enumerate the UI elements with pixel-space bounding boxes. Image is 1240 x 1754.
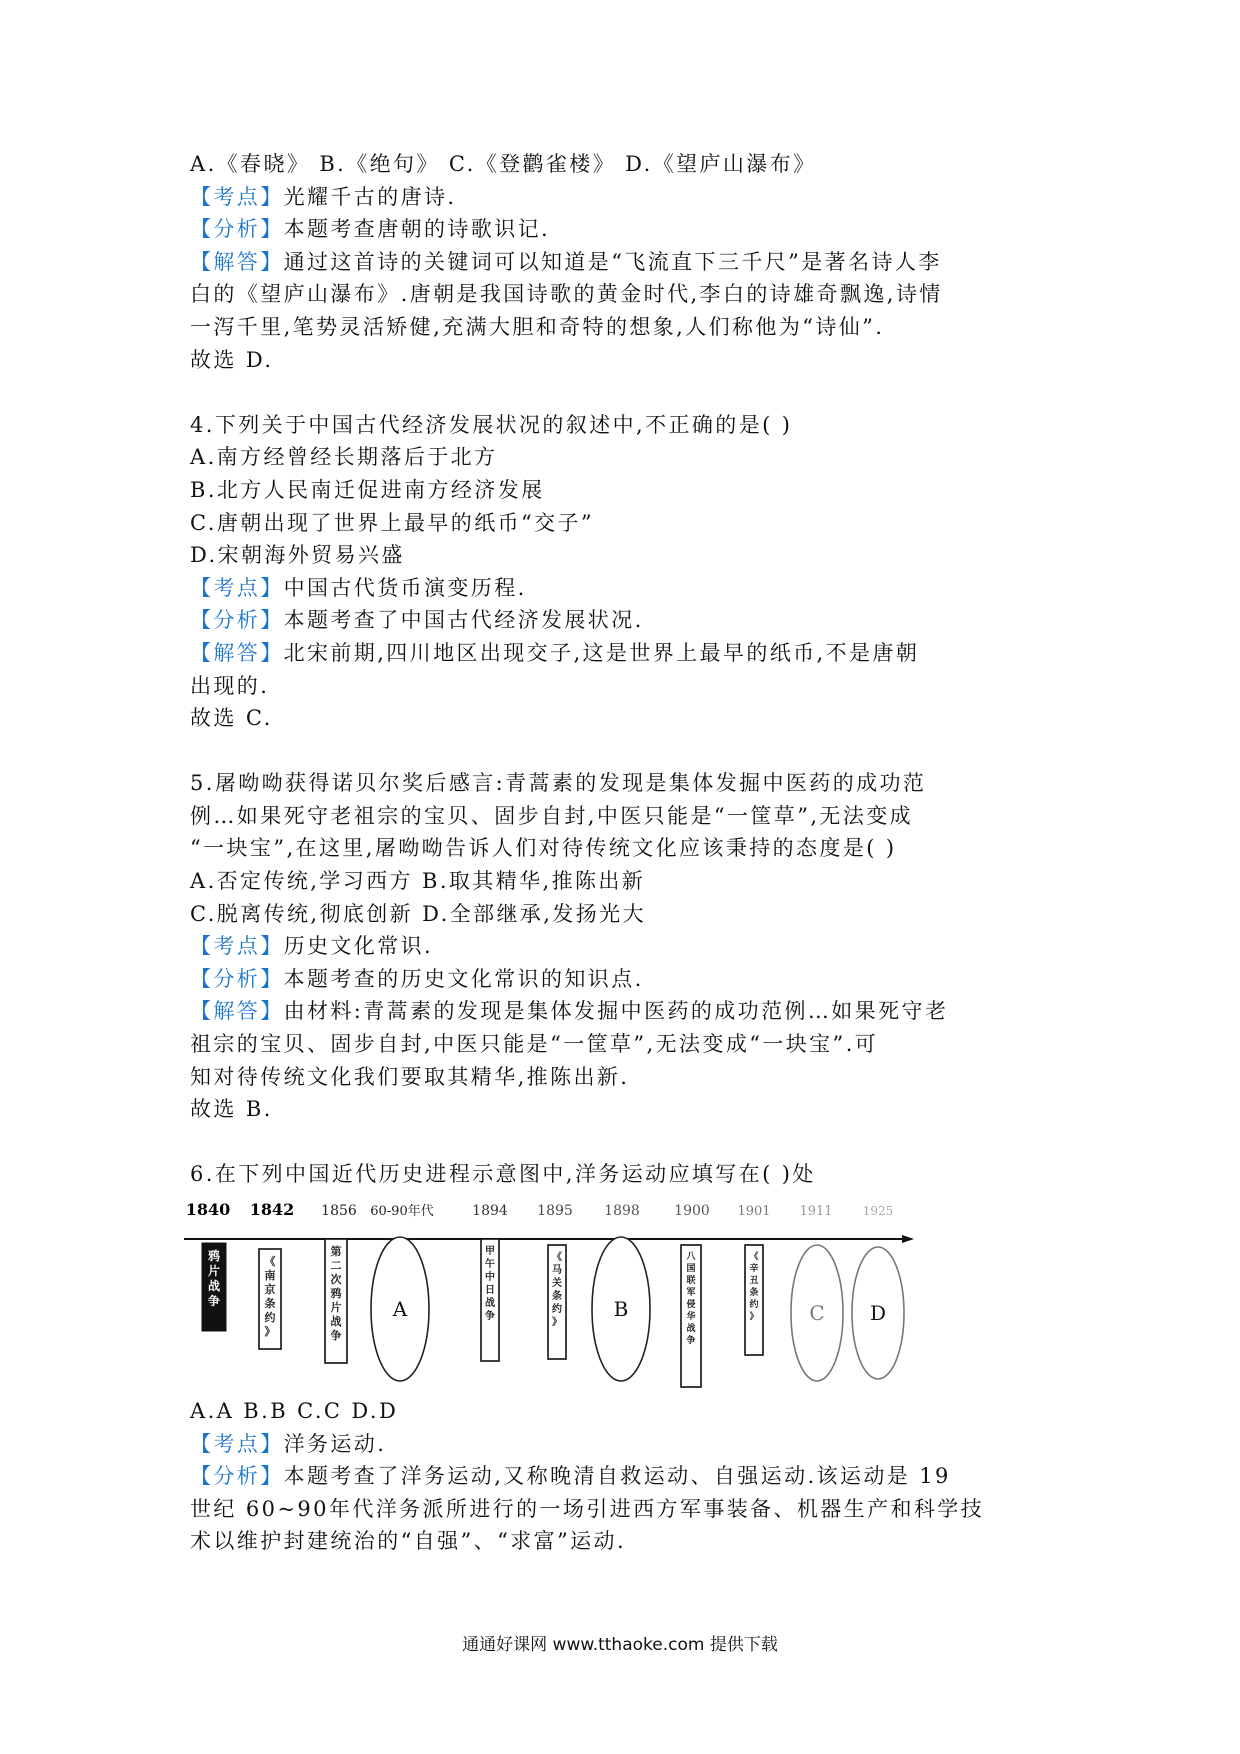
event-box-char: 条 <box>264 1296 276 1310</box>
q5-kaodian <box>190 930 1070 963</box>
q5-stem-line-2: 例…如果死守老祖宗的宝贝、固步自封,中医只能是“一筐草”,无法变成 <box>190 803 914 828</box>
event-box-char: 约 <box>264 1310 276 1324</box>
jieda-tag: 【解答】 <box>190 249 284 274</box>
event-box-char: 》 <box>749 1312 759 1323</box>
event-box-char: 第 <box>330 1244 342 1258</box>
event-box-char: 战 <box>686 1324 696 1335</box>
jieda-tag: 【解答】 <box>190 640 284 665</box>
q5-stem-line-3: “一块宝”,在这里,屠呦呦告诉人们对待传统文化应该秉持的态度是( ) <box>190 836 897 861</box>
timeline-year-label: 1840 <box>185 1200 231 1219</box>
timeline-year-label: 1898 <box>604 1203 640 1219</box>
oval-label: B <box>613 1297 629 1321</box>
fenxi-text: 本题考查了洋务运动,又称晚清自救运动、自强运动.该运动是 19 <box>283 1464 951 1489</box>
kaodian-text: 光耀千古的唐诗. <box>283 184 457 209</box>
history-timeline-diagram <box>184 1193 924 1389</box>
jieda-text: 由材料:青蒿素的发现是集体发掘中医药的成功范例…如果死守老 <box>283 999 949 1024</box>
event-box-char: 《 <box>552 1252 562 1264</box>
q3-answer: 故选 D. <box>190 347 274 372</box>
timeline-event-box <box>325 1239 347 1363</box>
fenxi-tag: 【分析】 <box>190 608 284 633</box>
event-box-char: 马 <box>552 1265 562 1277</box>
q3-options: A.《春晓》 B.《绝句》 C.《登鹳雀楼》 D.《望庐山瀑布》 <box>190 152 817 176</box>
q3-jieda-line-2: 白的《望庐山瀑布》.唐朝是我国诗歌的黄金时代,李白的诗雄奇飘逸,诗情 <box>190 282 943 307</box>
q3-jieda-line-3: 一泻千里,笔势灵活矫健,充满大胆和奇特的想象,人们称他为“诗仙”. <box>190 314 885 339</box>
q4-option-b: B.北方人民南迁促进南方经济发展 <box>190 477 545 502</box>
q5-options-ab: A.否定传统,学习西方 B.取其精华,推陈出新 <box>190 869 646 894</box>
document-body <box>185 148 1070 1558</box>
q4-option-d: D.宋朝海外贸易兴盛 <box>190 543 405 568</box>
timeline-event-box <box>481 1239 499 1361</box>
event-box-char: 南 <box>264 1268 276 1282</box>
event-box-char: 辛 <box>749 1264 759 1275</box>
timeline-event-box <box>259 1249 281 1349</box>
event-box-char: 午 <box>485 1259 495 1271</box>
event-box-char: 战 <box>207 1278 221 1293</box>
q4-option-a: A.南方经曾经长期落后于北方 <box>190 445 498 470</box>
event-box-char: 片 <box>207 1263 221 1278</box>
timeline-year-label: 1911 <box>799 1204 833 1219</box>
event-box-char: 争 <box>207 1293 221 1308</box>
q3-fenxi <box>190 213 1070 246</box>
event-box-char: 军 <box>686 1288 696 1299</box>
timeline-event-box <box>548 1245 566 1359</box>
event-box-char: 争 <box>686 1336 696 1347</box>
q5-jieda-line-2: 祖宗的宝贝、固步自封,中医只能是“一筐草”,无法变成“一块宝”.可 <box>190 1032 879 1057</box>
fenxi-tag: 【分析】 <box>190 1464 284 1489</box>
jieda-text: 北宋前期,四川地区出现交子,这是世界上最早的纸币,不是唐朝 <box>283 640 920 665</box>
q4-jieda <box>190 637 1070 670</box>
jieda-text: 通过这首诗的关键词可以知道是“飞流直下三千尺”是著名诗人李 <box>283 249 942 274</box>
event-box-char: 条 <box>552 1291 562 1303</box>
event-box-char: 约 <box>749 1300 759 1311</box>
event-box-char: 中 <box>485 1272 495 1284</box>
timeline-year-label: 1856 <box>321 1203 357 1219</box>
event-box-char: 二 <box>330 1258 342 1272</box>
event-box-char: 次 <box>330 1272 342 1286</box>
kaodian-text: 洋务运动. <box>283 1431 387 1456</box>
page-footer: 通通好课网 www.tthaoke.com 提供下载 <box>462 1635 778 1655</box>
event-box-char: 关 <box>552 1278 562 1290</box>
event-box-char: 《 <box>749 1252 759 1263</box>
event-box-char: 京 <box>264 1282 276 1296</box>
q6-fenxi-line-3: 术以维护封建统治的“自强”、“求富”运动. <box>190 1529 627 1554</box>
fenxi-text: 本题考查的历史文化常识的知识点. <box>283 966 644 991</box>
timeline-oval-b <box>592 1237 650 1381</box>
event-box-char: 约 <box>552 1304 562 1316</box>
timeline-year-label: 1900 <box>674 1203 710 1219</box>
event-box-char: 争 <box>485 1311 495 1323</box>
kaodian-text: 历史文化常识. <box>283 934 434 959</box>
q4-jieda-line-2: 出现的. <box>190 673 270 698</box>
fenxi-text: 本题考查唐朝的诗歌识记. <box>283 217 551 242</box>
kaodian-tag: 【考点】 <box>190 184 284 209</box>
event-box-char: 争 <box>330 1328 342 1342</box>
timeline-year-label: 1842 <box>249 1200 295 1219</box>
q4-fenxi <box>190 604 1070 637</box>
fenxi-tag: 【分析】 <box>190 966 284 991</box>
event-box-char: 日 <box>485 1285 495 1297</box>
timeline-year-label: 1895 <box>537 1203 573 1219</box>
event-box-char: 》 <box>552 1317 562 1329</box>
event-box-char: 鸦 <box>330 1286 342 1300</box>
event-box-char: 《 <box>264 1254 276 1268</box>
q5-options-cd: C.脱离传统,彻底创新 D.全部继承,发扬光大 <box>190 901 646 926</box>
timeline-year-label: 1901 <box>737 1204 771 1219</box>
event-box-char: 鸦 <box>207 1248 221 1263</box>
q6-fenxi <box>190 1460 1070 1493</box>
oval-label: A <box>392 1297 408 1321</box>
event-box-char: 》 <box>264 1324 276 1338</box>
q4-stem: 4.下列关于中国古代经济发展状况的叙述中,不正确的是( ) <box>190 412 793 437</box>
event-box-char: 甲 <box>485 1246 495 1258</box>
q6-stem: 6.在下列中国近代历史进程示意图中,洋务运动应填写在( )处 <box>190 1162 816 1187</box>
timeline-svg <box>184 1193 924 1389</box>
timeline-year-label: 60-90年代 <box>370 1204 434 1219</box>
q5-jieda-line-3: 知对待传统文化我们要取其精华,推陈出新. <box>190 1064 630 1089</box>
event-box-char: 片 <box>330 1300 342 1314</box>
fenxi-text: 本题考查了中国古代经济发展状况. <box>283 608 644 633</box>
event-box-char: 八 <box>686 1252 696 1263</box>
timeline-oval-a <box>371 1237 429 1381</box>
oval-label: C <box>809 1301 825 1325</box>
timeline-event-box <box>745 1245 763 1355</box>
q5-jieda <box>190 995 1070 1028</box>
event-box-char: 国 <box>686 1264 696 1275</box>
event-box-char: 华 <box>686 1312 696 1323</box>
q4-kaodian <box>190 572 1070 605</box>
q5-answer: 故选 B. <box>190 1097 273 1122</box>
timeline-oval-d <box>852 1247 904 1379</box>
kaodian-tag: 【考点】 <box>190 934 284 959</box>
jieda-tag: 【解答】 <box>190 999 284 1024</box>
q5-fenxi <box>190 963 1070 996</box>
kaodian-text: 中国古代货币演变历程. <box>283 575 527 600</box>
event-box-char: 战 <box>330 1314 342 1328</box>
kaodian-tag: 【考点】 <box>190 1431 284 1456</box>
q6-fenxi-line-2: 世纪 60~90年代洋务派所进行的一场引进西方军事装备、机器生产和科学技 <box>190 1496 985 1521</box>
fenxi-tag: 【分析】 <box>190 217 284 242</box>
q3-kaodian <box>190 181 1070 214</box>
q4-answer: 故选 C. <box>190 706 273 731</box>
q6-kaodian <box>190 1428 1070 1461</box>
q3-jieda <box>190 246 1070 279</box>
event-box-char: 丑 <box>749 1276 759 1287</box>
timeline-arrow-icon <box>902 1235 914 1243</box>
kaodian-tag: 【考点】 <box>190 575 284 600</box>
timeline-year-label: 1894 <box>472 1203 508 1219</box>
event-box-char: 侵 <box>686 1300 696 1311</box>
oval-label: D <box>869 1301 887 1325</box>
q4-option-c: C.唐朝出现了世界上最早的纸币“交子” <box>190 510 595 535</box>
event-box-char: 条 <box>749 1288 759 1299</box>
timeline-oval-c <box>791 1245 843 1381</box>
q6-options: A.A B.B C.C D.D <box>190 1399 399 1423</box>
timeline-year-label: 1925 <box>862 1204 894 1218</box>
q5-stem-line-1: 5.屠呦呦获得诺贝尔奖后感言:青蒿素的发现是集体发掘中医药的成功范 <box>190 771 927 796</box>
event-box-char: 联 <box>686 1276 696 1287</box>
event-box-char: 战 <box>485 1298 495 1310</box>
timeline-event-box <box>681 1245 701 1387</box>
timeline-event-box <box>202 1243 226 1331</box>
